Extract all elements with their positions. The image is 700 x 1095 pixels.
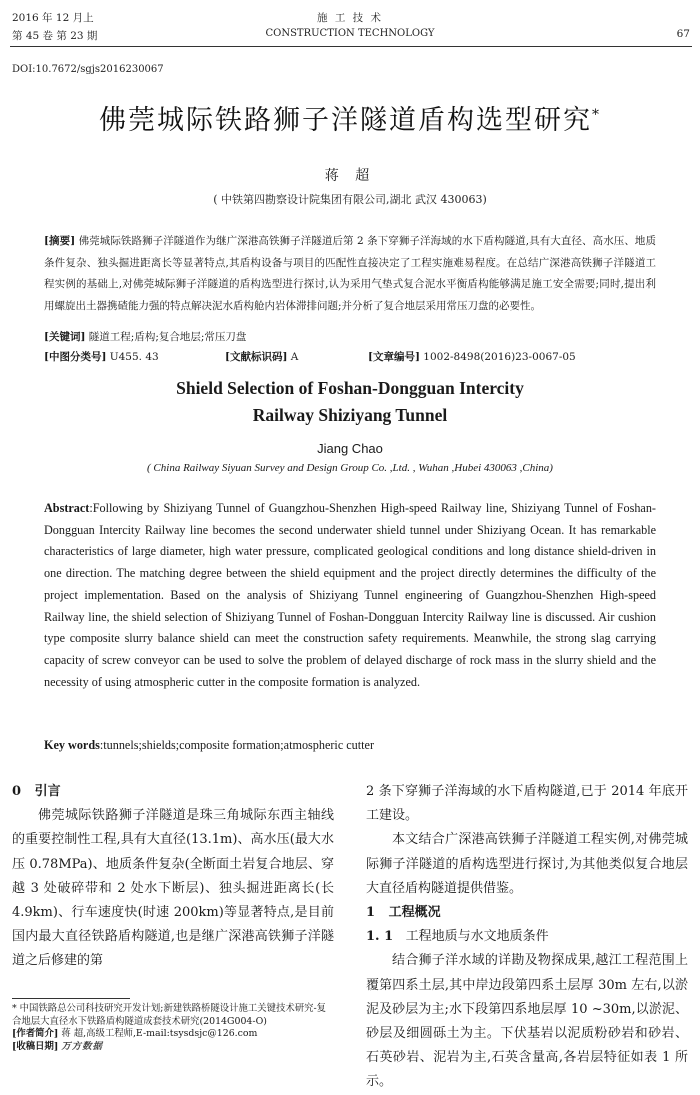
section-1-heading (366, 901, 688, 925)
clc-number (44, 349, 159, 364)
footnotes (12, 1003, 334, 1053)
article-no-value: 1002-8498(2016)23-0067-05 (423, 351, 576, 363)
footnote-rule (12, 998, 130, 999)
title-en-line1: Shield Selection of Foshan-Dongguan Intercity (176, 378, 524, 398)
fund-note: * 中国铁路总公司科技研究开发计划;新建铁路桥隧设计施工关键技术研究-复合地层大直径水下铁路盾构隧道成套技术研究(2014G004-O) (12, 1003, 326, 1027)
keywords-en (44, 738, 374, 753)
doi: DOI:10.7672/sgjs2016230067 (12, 64, 164, 75)
journal-name-cn: 施 工 技 术 (316, 12, 383, 24)
header-rule (10, 46, 692, 47)
section-1-title: 工程概况 (388, 905, 441, 921)
clc-value: U455. 43 (109, 351, 159, 363)
received-date (12, 1041, 334, 1054)
title-cn (0, 98, 700, 137)
right-column (366, 780, 688, 1095)
left-column (12, 780, 334, 974)
intro-paragraph-2: 本文结合广深港高铁狮子洋隧道工程实例,对佛莞城际狮子洋隧道的盾构选型进行探讨,为其他类似复合地层大直径盾构隧道提供借鉴。 (366, 832, 688, 896)
doc-code-value: A (290, 351, 299, 363)
journal-name-en: CONSTRUCTION TECHNOLOGY (265, 28, 435, 39)
abstract-en (44, 498, 656, 693)
abstract-cn (44, 231, 656, 317)
wanfang-watermark: 万方数据 (61, 1040, 103, 1052)
keywords-en-label: Key words (44, 738, 100, 752)
section-1-1-number: 1. 1 (366, 929, 394, 945)
section-0-heading (12, 780, 334, 804)
page-number: 67 (676, 28, 690, 40)
document-code (225, 349, 298, 364)
section-1-1-heading (366, 925, 688, 949)
section-1-number: 1 (366, 905, 376, 921)
geology-paragraph: 结合狮子洋水域的详勘及物探成果,越江工程范围上覆第四系土层,其中岸边段第四系土层厚 30m 左右,以淤泥及砂层为主;水下段第四系地层厚 10 ~30m,以淤泥、砂层及细圆砾土为主。下伏基岩以泥质粉砂岩和砂岩、石英砂岩、泥岩为主,石英含量高,各岩层特征如表 1 所示。 (366, 953, 688, 1090)
affiliation-en: ( China Railway Siyuan Survey and Design Group Co. ,Ltd. , Wuhan ,Hubei 430063 ,China) (147, 462, 553, 474)
article-number (368, 349, 576, 364)
author-bio-label: [作者简介] (12, 1028, 59, 1039)
abstract-cn-text: 佛莞城际铁路狮子洋隧道作为继广深港高铁狮子洋隧道后第 2 条下穿狮子洋海域的水下盾构隧道,具有大直径、高水压、地质条件复杂、独头掘进距离长等显著特点,其盾构设备与项目的匹配性直接决定了工程实施难易程度。在总结广深港高铁狮子洋隧道工程实例的基础上,对佛莞城际狮子洋隧道的盾构选型进行探讨,认为采用气垫式复合泥水平衡盾构能够满足施工安全需要;同时,提出利用螺旋出土器携碴能力强的特点解决泥水盾构舱内岩体滞排问题;并分析了复合地层采用常压刀盘的必要性。 (44, 235, 656, 312)
abstract-en-label: Abstract (44, 501, 90, 515)
affiliation-cn: ( 中铁第四勘察设计院集团有限公司,湖北 武汉 430063) (213, 193, 487, 206)
doc-code-label: [文献标识码] (225, 351, 288, 363)
title-cn-text: 佛莞城际铁路狮子洋隧道盾构选型研究 (99, 105, 592, 136)
intro-paragraph: 佛莞城际铁路狮子洋隧道是珠三角城际东西主轴线的重要控制性工程,具有大直径(13.1m)、高水压(最大水压 0.78MPa)、地质条件复杂(全断面土岩复合地层、穿越 3 处破碎带和 2 处水下断层)、独头掘进距离长(长 4.9km)、行车速度快(时速 200km)等显著特点,是目前国内最大直径铁路盾构隧道,也是继广深港高铁狮子洋隧道之后修建的第 (12, 808, 334, 969)
volume-issue: 第 45 卷 第 23 期 (12, 30, 98, 42)
title-footnote-mark: * (592, 107, 601, 123)
author-en: Jiang Chao (317, 441, 383, 456)
keywords-cn-text: 隧道工程;盾构;复合地层;常压刀盘 (88, 331, 247, 343)
author-bio (12, 1028, 334, 1041)
article-no-label: [文章编号] (368, 351, 420, 363)
section-0-title: 引言 (34, 784, 61, 799)
author-bio-text: 蒋 超,高级工程师,E-mail:tsysdsjc@126.com (58, 1028, 258, 1039)
author-cn: 蒋 超 (324, 168, 376, 184)
received-date-label: [收稿日期] (12, 1040, 59, 1052)
section-1-1-title: 工程地质与水文地质条件 (405, 929, 549, 945)
abstract-en-text: :Following by Shiziyang Tunnel of Guangzhou-Shenzhen High-speed Railway line, Shiziyang Tunnel of Foshan-Dongguan Intercity Railway line becomes the second underwater shield tunnel under Shiziyang Ocean. It has remarkable characteristics of large diameter, high water pressure, complicated geological conditions and long distance shield-driven in one direction. The matching degree between the shield equipment and the project directly determines the difficulty of the project implementation. Based on the analysis of Shiziyang Tunnel engineering of Guangzhou-Shenzhen High-speed Railway line, the shield selection of Shiziyang Tunnel of Foshan-Dongguan Intercity Railway line is discussed. Air cushion type composite slurry balance shield can meet the construction safety requirements. Meanwhile, the strong slag carrying capacity of screw conveyor can be used to solve the problem of delayed discharge of rock mass in the slurry shield and the necessity of using atmospheric cutter in the composite formation is analyzed. (44, 501, 656, 689)
keywords-cn (44, 329, 246, 344)
title-en-line2: Railway Shiziyang Tunnel (252, 405, 448, 425)
keywords-en-text: :tunnels;shields;composite formation;atmospheric cutter (99, 738, 375, 752)
section-0-number: 0 (12, 784, 22, 799)
abstract-cn-label: [摘要] (44, 235, 76, 247)
clc-label: [中图分类号] (44, 351, 107, 363)
issue-date: 2016 年 12 月上 (12, 12, 94, 24)
keywords-cn-label: [关键词] (44, 331, 86, 343)
intro-continuation: 2 条下穿狮子洋海域的水下盾构隧道,已于 2014 年底开工建设。 (366, 784, 688, 824)
